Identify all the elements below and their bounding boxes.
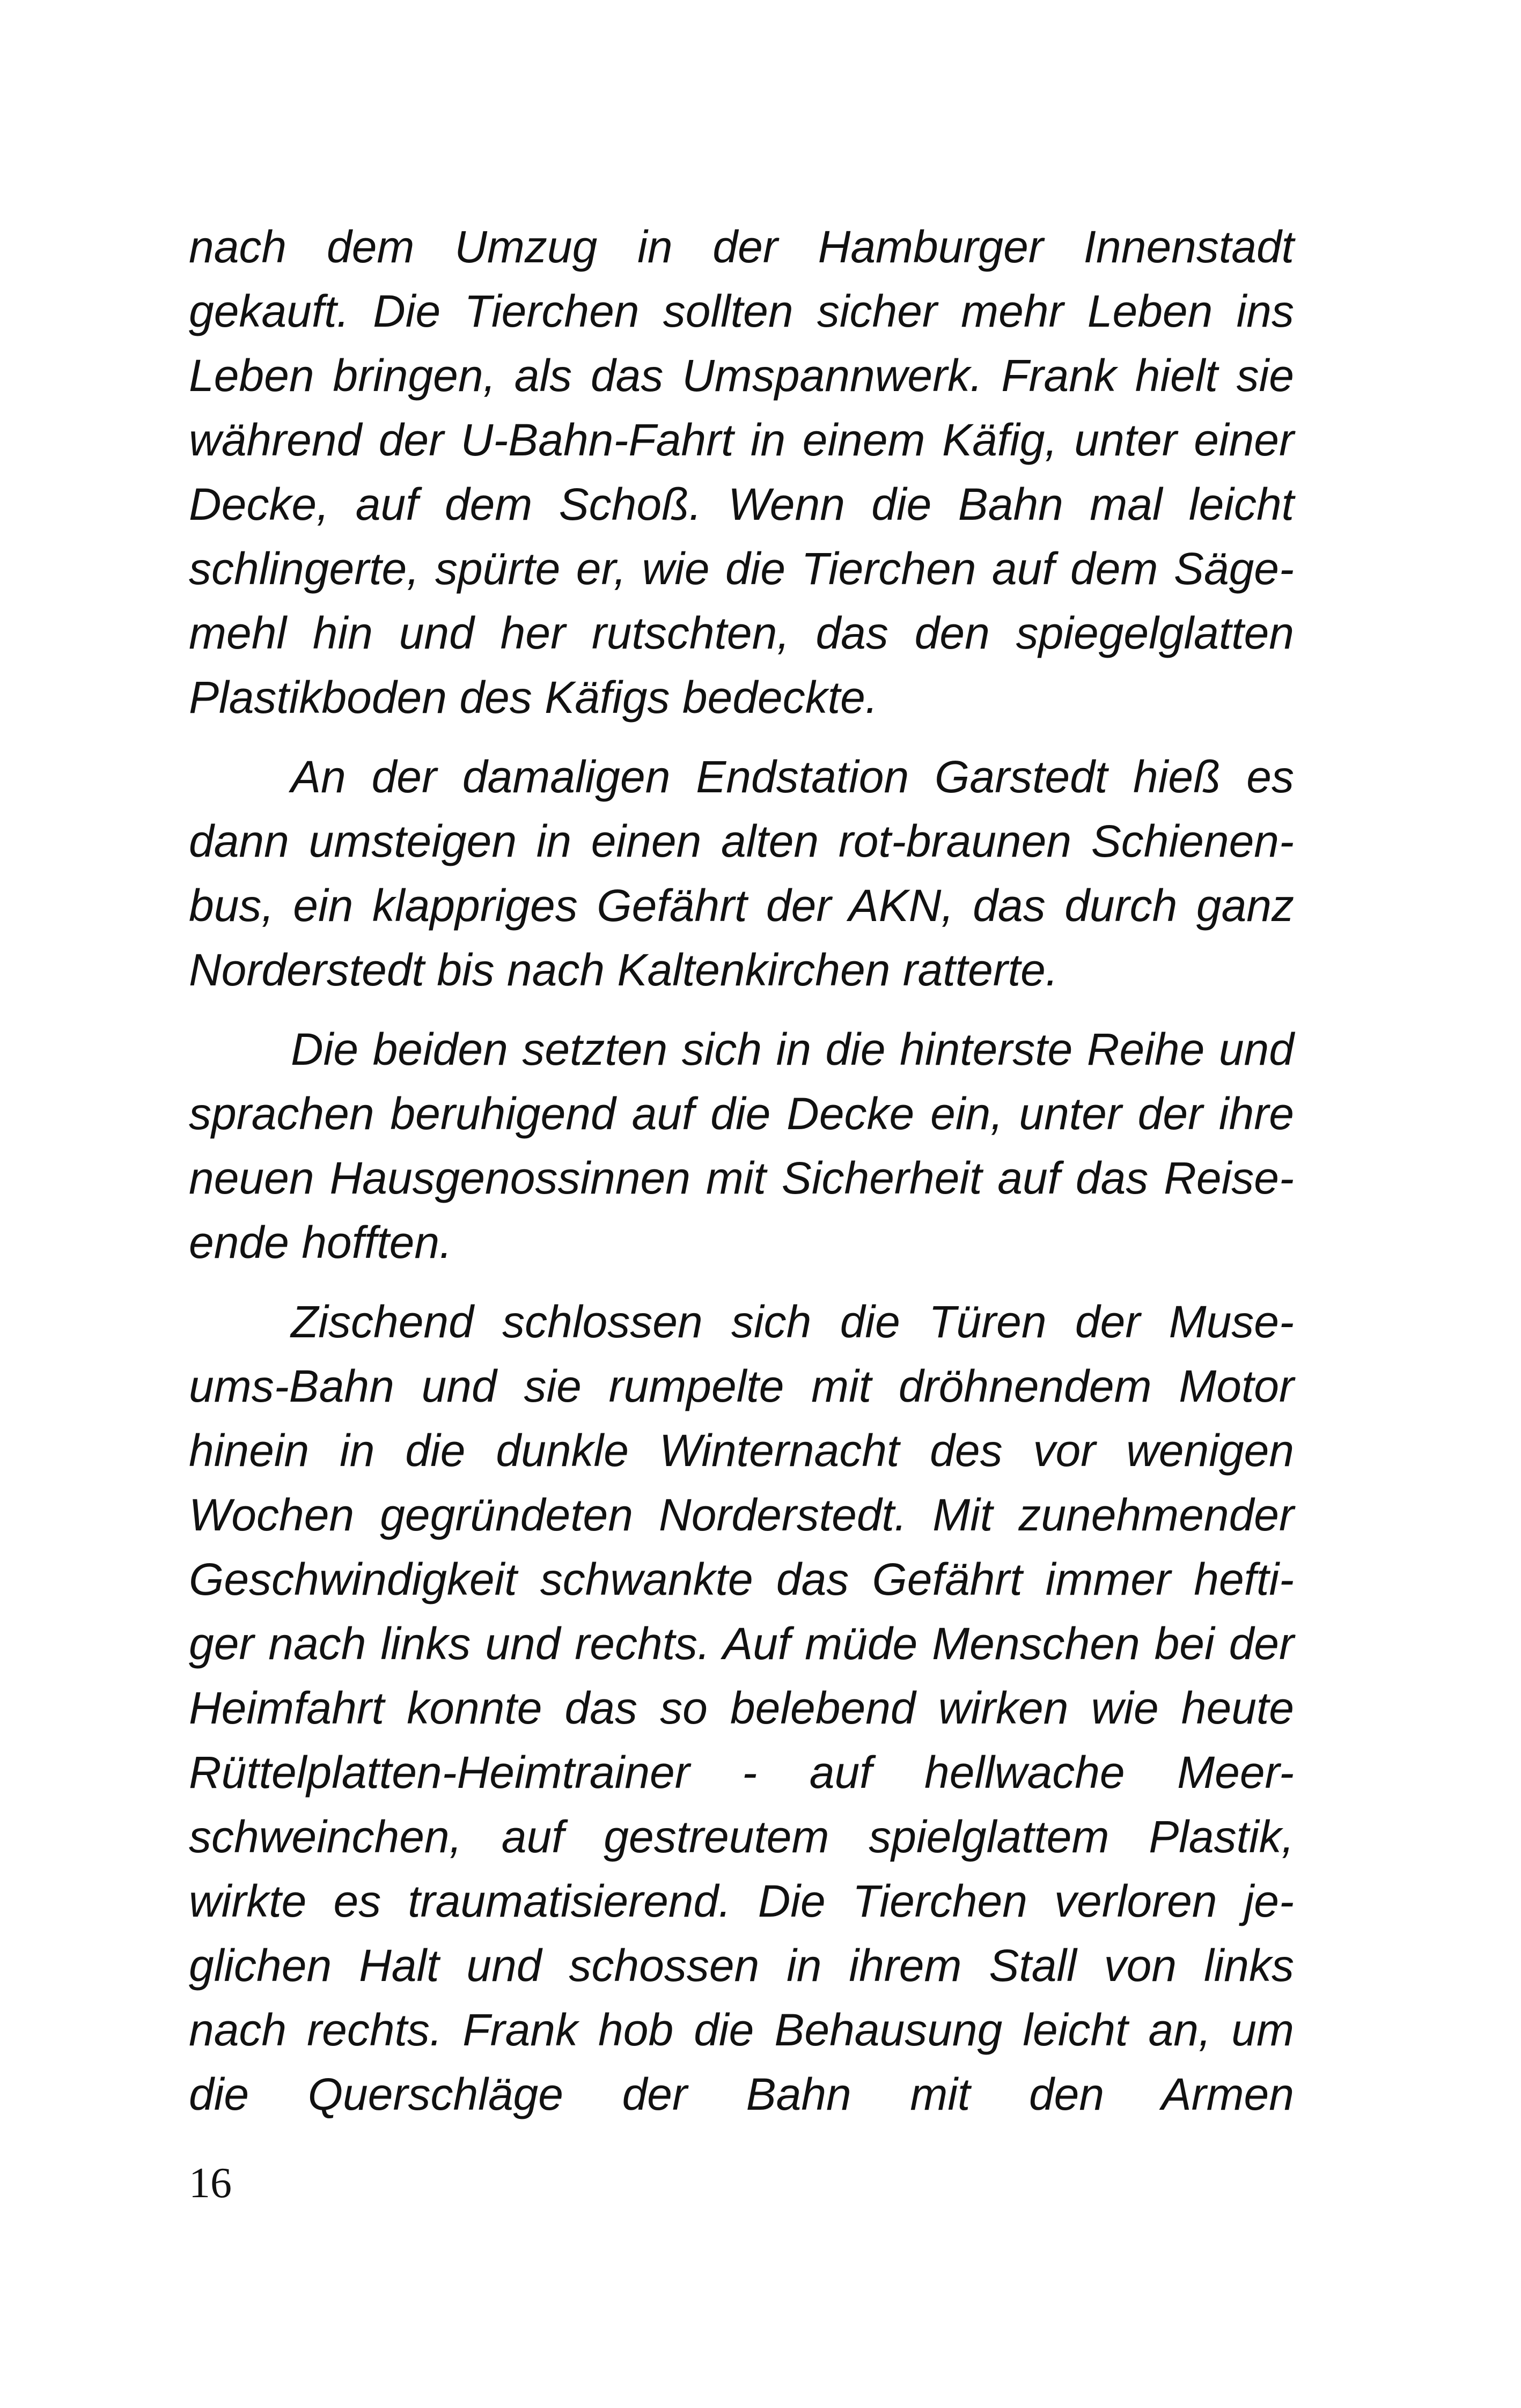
- text-line: schweinchen, auf gestreutem spielglattem Plastik,: [189, 1811, 1294, 1862]
- text-line: sprachen beruhigend auf die Decke ein, unter der ihre: [189, 1088, 1294, 1139]
- text-line: ger nach links und rechts. Auf müde Menschen bei der: [189, 1618, 1294, 1669]
- paragraph-2: [189, 745, 1294, 1002]
- text-line: schlingerte, spürte er, wie die Tierchen auf dem Säge-: [189, 543, 1294, 594]
- paragraph-3: [189, 1017, 1294, 1275]
- text-line: Die beiden setzten sich in die hinterste Reihe und: [291, 1024, 1294, 1074]
- text-line: nach rechts. Frank hob die Behausung leicht an, um: [189, 2005, 1294, 2055]
- text-line: Plastikboden des Käfigs bedeckte.: [189, 672, 878, 723]
- text-line: Wochen gegründeten Norderstedt. Mit zunehmender: [189, 1490, 1294, 1540]
- text-line: ende hofften.: [189, 1217, 452, 1268]
- body-text: [189, 215, 1294, 2126]
- text-line: Norderstedt bis nach Kaltenkirchen ratterte.: [189, 945, 1059, 995]
- paragraph-1: [189, 215, 1294, 730]
- text-line: nach dem Umzug in der Hamburger Innenstadt: [189, 222, 1294, 272]
- paragraph-4: [189, 1290, 1294, 2126]
- text-line: hinein in die dunkle Winternacht des vor wenigen: [189, 1425, 1294, 1476]
- text-line: mehl hin und her rutschten, das den spiegelglatten: [189, 608, 1294, 658]
- text-line: An der damaligen Endstation Garstedt hieß es: [291, 752, 1294, 802]
- text-line: ums-Bahn und sie rumpelte mit dröhnendem Motor: [189, 1361, 1294, 1411]
- text-line: Heimfahrt konnte das so belebend wirken wie heute: [189, 1683, 1294, 1733]
- text-line: neuen Hausgenossinnen mit Sicherheit auf das Reise-: [189, 1153, 1294, 1203]
- text-line: wirkte es traumatisierend. Die Tierchen verloren je-: [189, 1876, 1294, 1926]
- text-line: Leben bringen, als das Umspannwerk. Frank hielt sie: [189, 350, 1294, 401]
- text-line: glichen Halt und schossen in ihrem Stall von links: [189, 1940, 1294, 1991]
- text-line: Zischend schlossen sich die Türen der Muse-: [291, 1297, 1294, 1347]
- text-line: gekauft. Die Tierchen sollten sicher mehr Leben ins: [189, 286, 1294, 336]
- page-number: 16: [189, 2160, 232, 2207]
- text-line: Rüttelplatten-Heimtrainer - auf hellwache Meer-: [189, 1747, 1294, 1798]
- text-line: Geschwindigkeit schwankte das Gefährt immer hefti-: [189, 1554, 1294, 1604]
- text-line: bus, ein klappriges Gefährt der AKN, das durch ganz: [189, 880, 1294, 931]
- text-line: dann umsteigen in einen alten rot-braunen Schienen-: [189, 816, 1294, 866]
- text-line: während der U-Bahn-Fahrt in einem Käfig, unter einer: [189, 415, 1294, 465]
- text-line: Decke, auf dem Schoß. Wenn die Bahn mal leicht: [189, 479, 1294, 529]
- text-line: die Querschläge der Bahn mit den Armen: [189, 2069, 1294, 2119]
